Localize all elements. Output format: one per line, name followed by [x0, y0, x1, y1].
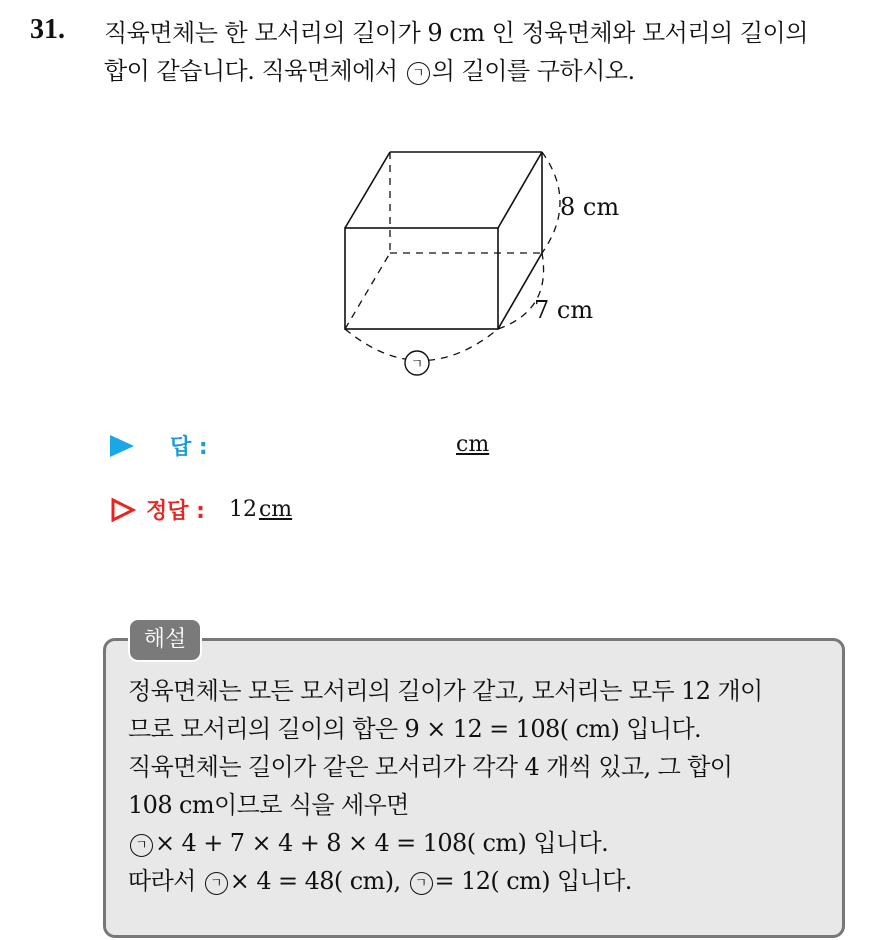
depth-label: 7 cm: [534, 296, 594, 324]
solution-line-1: 정육면체는 모든 모서리의 길이가 같고, 모서리는 모두 12 개이: [128, 677, 763, 705]
solution-line-4: 108 cm이므로 식을 세우면: [128, 791, 409, 819]
solution-line-6: [128, 862, 828, 900]
solution-tab: 해설: [128, 618, 202, 662]
question-line-2: [104, 52, 874, 90]
circled-mark-icon: ㄱ: [130, 834, 153, 857]
cuboid-diagram: [320, 130, 640, 390]
outline-arrow-icon: [110, 497, 136, 523]
circled-mark-icon: ㄱ: [407, 62, 430, 85]
answer-blank-unit: cm: [456, 432, 490, 457]
correct-answer-label: 정답 :: [146, 499, 205, 524]
answer-final-row: [110, 494, 292, 525]
correct-answer-unit: cm: [258, 497, 293, 522]
question-text: [104, 14, 874, 90]
answer-label: 답 :: [170, 435, 208, 460]
top-left-edge: [345, 152, 390, 228]
circled-mark-icon: ㄱ: [205, 872, 228, 895]
solution-line-2: 므로 모서리의 길이의 합은 9 × 12 = 108( cm) 입니다.: [128, 715, 702, 743]
solution-text: [128, 672, 828, 900]
top-right-edge: [498, 152, 542, 228]
solution-line-6-mid: × 4 = 48( cm),: [229, 867, 401, 895]
solution-line-5-text: × 4 + 7 × 4 + 8 × 4 = 108( cm) 입니다.: [155, 829, 609, 857]
question-line-2-end: 의 길이를 구하시오.: [431, 57, 635, 85]
height-label: 8 cm: [560, 193, 620, 221]
unknown-mark-label: ㄱ: [410, 357, 424, 372]
solution-line-6-start: 따라서: [128, 867, 196, 895]
question-number: 31.: [30, 14, 65, 45]
hidden-depth-edge: [345, 253, 390, 329]
solution-line-6-end: = 12( cm) 입니다.: [434, 867, 632, 895]
correct-answer-value: [229, 497, 292, 522]
circled-mark-icon: ㄱ: [410, 872, 433, 895]
answer-blank-row: [110, 430, 490, 461]
question-line-2-start: 합이 같습니다. 직육면체에서: [104, 57, 398, 85]
solution-line-5: [128, 824, 828, 862]
question-line-1: 직육면체는 한 모서리의 길이가 9 cm 인 정육면체와 모서리의 길이의: [104, 19, 808, 47]
play-arrow-icon: [110, 435, 134, 457]
correct-answer-number: 12: [228, 497, 257, 522]
front-face: [345, 228, 498, 329]
solution-line-3: 직육면체는 길이가 같은 모서리가 각각 4 개씩 있고, 그 합이: [128, 753, 733, 781]
height-arc: [542, 152, 560, 253]
